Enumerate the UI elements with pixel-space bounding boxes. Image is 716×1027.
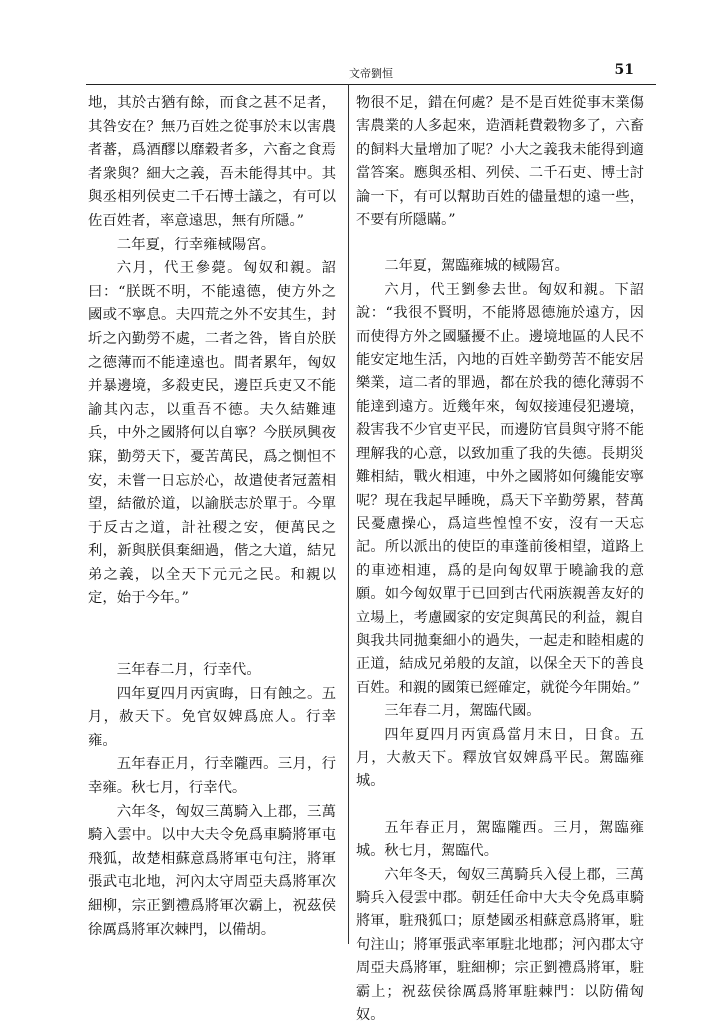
- paragraph: 物很不足，錯在何處？是不是百姓從事末業傷害農業的人多起來，造酒耗費穀物多了，六畜的飼料大量增加了呢？小大之義我未能得到適當答案。應與丞相、列侯、二千石吏、博士討論一下，有可以幫助百姓的儘量想的遠一些，不要有所隱瞞。”: [356, 95, 644, 229]
- column-divider: [348, 84, 349, 944]
- paragraph: 地，其於古猶有餘，而食之甚不足者，其咎安在？無乃百姓之從事於末以害農者蕃，爲酒醪以靡穀者多，六畜之食焉者衆與？細大之義，吾未能得其中。其與丞相列侯吏二千石博士議之，有可以佐百姓者，率意遠思，無有所隱。”: [88, 95, 336, 229]
- translation-column: [356, 92, 644, 1027]
- paragraph: 二年夏，行幸雍棫陽宮。: [116, 236, 276, 253]
- paragraph: 六年冬，匈奴三萬騎入上郡，三萬騎入雲中。以中大夫令免爲車騎將軍屯飛狐，故楚相蘇意爲將軍屯句注，將軍張武屯北地，河內太守周亞夫爲將軍次細柳，宗正劉禮爲將軍次霸上，祝茲侯徐厲爲將軍次棘門，以備胡。: [88, 803, 336, 938]
- paragraph: 四年夏四月丙寅晦，日有蝕之。五月，赦天下。免官奴婢爲庶人。行幸雍。: [88, 685, 336, 749]
- paragraph: 三年春二月，駕臨代國。: [384, 703, 541, 720]
- paragraph: 五年春正月，駕臨隴西。三月，駕臨雍城。秋七月，駕臨代。: [356, 819, 644, 860]
- paragraph: 二年夏，駕臨雍城的棫陽宮。: [384, 258, 569, 275]
- paragraph: 三年春二月，行幸代。: [116, 662, 261, 679]
- paragraph: 六月，代王劉參去世。匈奴和親。下詔說：“我很不賢明，不能將恩德施於遠方，因而使得方外之國騷擾不止。邊境地區的人民不能安定地生活，內地的百姓辛勤勞苦不能安居樂業，這二者的罪過，都在於我的德化薄弱不能達到遠方。近幾年來，匈奴接連侵犯邊境，殺害我不少官吏平民，而邊防官員與守將不能理解我的心意，以致加重了我的失德。長期災難相結，戰火相連，中外之國將如何纔能安寧呢？現在我起早睡晚，爲天下辛勤勞累，替萬民憂慮操心，爲這些惶惶不安，沒有一天忘記。所以派出的使臣的車蓬前後相望，道路上的車迹相連，爲的是向匈奴單于曉諭我的意願。如今匈奴單于已回到古代兩族親善友好的立場上，考慮國家的安定與萬民的利益，親自與我共同拋棄細小的過失，一起走和睦相處的正道，結成兄弟般的友誼，以保全天下的善良百姓。和親的國策已經確定，就從今年開始。”: [356, 281, 644, 696]
- page-number: 51: [614, 62, 634, 78]
- paragraph: 六月，代王參薨。匈奴和親。詔曰：“朕既不明，不能遠德，使方外之國或不寧息。夫四荒之外不安其生，封圻之內勤勞不處，二者之咎，皆自於朕之德薄而不能達遠也。間者累年，匈奴并暴邊境，多殺吏民，邊臣兵吏又不能諭其內志，以重吾不德。夫久結難連兵，中外之國將何以自寧？今朕夙興夜寐，勤勞天下，憂苦萬民，爲之惻怛不安，未嘗一日忘於心，故遣使者冠蓋相望，結徹於道，以諭朕志於單于。今單于反古之道，計社稷之安，便萬民之利，新與朕俱棄細過，偕之大道，結兄弟之義，以全天下元元之民。和親以定，始于今年。”: [88, 260, 336, 607]
- paragraph: 五年春正月，行幸隴西。三月，行幸雍。秋七月，行幸代。: [88, 756, 336, 797]
- running-title: 文帝劉恒: [349, 67, 393, 80]
- paragraph: 四年夏四月丙寅爲當月末日，日食。五月，大赦天下。釋放官奴婢爲平民。駕臨雍城。: [356, 726, 644, 790]
- page-header: [86, 62, 656, 82]
- paragraph: 六年冬天，匈奴三萬騎兵入侵上郡，三萬騎兵入侵雲中郡。朝廷任命中大夫令免爲車騎將軍，駐飛狐口；原楚國丞相蘇意爲將軍，駐句注山；將軍張武率軍駐北地郡；河內郡太守周亞夫爲將軍，駐細柳；宗正劉禮爲將軍，駐霸上；祝茲侯徐厲爲將軍駐棘門：以防備匈奴。: [356, 866, 644, 1024]
- original-text-column: [88, 92, 336, 942]
- header-rule: [86, 84, 656, 85]
